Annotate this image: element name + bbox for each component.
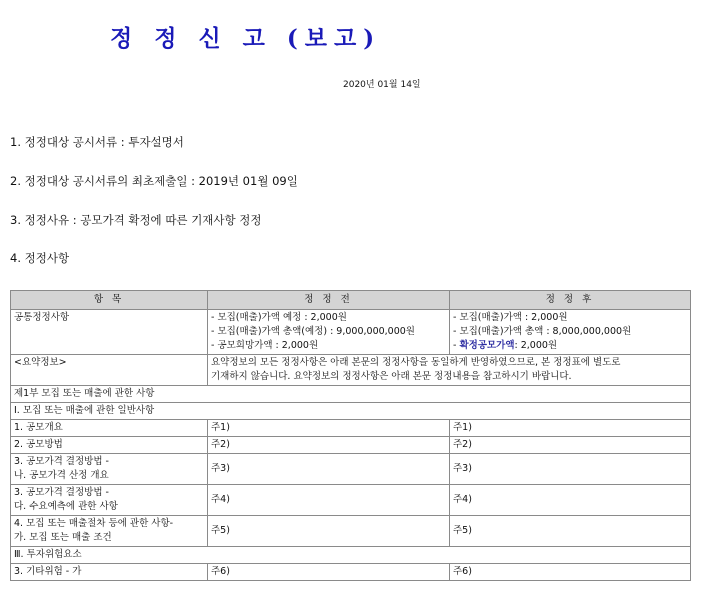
item-target-document: 1. 정정대상 공시서류 : 투자설명서 — [10, 135, 184, 149]
table-row — [11, 485, 691, 516]
row-label-line: 3. 공모가격 결정방법 - — [14, 487, 109, 498]
item-correction-reason: 3. 정정사유 : 공모가격 확정에 따른 기재사항 정정 — [10, 213, 262, 227]
common-before-line: - 모집(매출)가액 총액(예정) : 9,000,000,000원 — [211, 326, 415, 337]
header-before: 정 정 전 — [208, 291, 450, 310]
page-title: 정 정 신 고 (보고) — [110, 25, 382, 52]
row-after: 주6) — [450, 564, 691, 581]
common-before-line: - 공모희망가액 : 2,000원 — [211, 340, 319, 351]
table-row-summary — [11, 355, 691, 386]
table-row-section3 — [11, 547, 691, 564]
report-date: 2020년 01월 14일 — [343, 80, 421, 90]
common-after-line: - 모집(매출)가액 : 2,000원 — [453, 312, 568, 323]
row-before: 주4) — [208, 485, 450, 516]
table-row — [11, 564, 691, 581]
summary-text-line: 요약정보의 모든 정정사항은 아래 본문의 정정사항을 동일하게 반영하였으므로, 본 정정표에 별도로 — [211, 357, 621, 368]
row-label-line: 다. 수요예측에 관한 사항 — [14, 501, 118, 512]
row-label-line: 가. 모집 또는 매출 조건 — [14, 532, 112, 543]
common-after-line — [453, 339, 687, 353]
common-after-line: - 모집(매출)가액 총액 : 8,000,000,000원 — [453, 326, 632, 337]
row-label — [11, 454, 208, 485]
common-label: 공통정정사항 — [11, 310, 208, 355]
row-after: 주4) — [450, 485, 691, 516]
row-label: 3. 기타위험 - 가 — [11, 564, 208, 581]
common-before-line: - 모집(매출)가액 예정 : 2,000원 — [211, 312, 347, 323]
row-label-line: 3. 공모가격 결정방법 - — [14, 456, 109, 467]
section1-heading: Ⅰ. 모집 또는 매출에 관한 일반사항 — [11, 403, 691, 420]
row-before: 주2) — [208, 437, 450, 454]
item-first-submission-date: 2. 정정대상 공시서류의 최초제출일 : 2019년 01월 09일 — [10, 174, 298, 188]
table-row — [11, 516, 691, 547]
table-row-common — [11, 310, 691, 355]
row-before: 주6) — [208, 564, 450, 581]
row-label-line: 4. 모집 또는 매출절차 등에 관한 사항- — [14, 518, 174, 529]
summary-label: <요약정보> — [11, 355, 208, 386]
common-after-prefix: - — [453, 340, 460, 351]
section3-heading: Ⅲ. 투자위험요소 — [11, 547, 691, 564]
table-row — [11, 454, 691, 485]
row-label — [11, 485, 208, 516]
table-row — [11, 437, 691, 454]
row-before: 주3) — [208, 454, 450, 485]
row-label — [11, 516, 208, 547]
common-after — [450, 310, 691, 355]
summary-text-line: 기재하지 않습니다. 요약정보의 정정사항은 아래 본문 정정내용을 참고하시기 바랍니다. — [211, 371, 572, 382]
table-row — [11, 420, 691, 437]
row-after: 주1) — [450, 420, 691, 437]
row-label: 2. 공모방법 — [11, 437, 208, 454]
common-before — [208, 310, 450, 355]
table-header-row — [11, 291, 691, 310]
row-label: 1. 공모개요 — [11, 420, 208, 437]
table-row-part1 — [11, 386, 691, 403]
correction-table — [10, 290, 691, 581]
summary-text — [208, 355, 691, 386]
row-label-line: 나. 공모가격 산정 개요 — [14, 470, 109, 481]
item-correction-details: 4. 정정사항 — [10, 251, 70, 265]
header-after: 정 정 후 — [450, 291, 691, 310]
confirmed-price-label: 확정공모가액 — [459, 340, 515, 351]
row-before: 주5) — [208, 516, 450, 547]
common-after-suffix: : 2,000원 — [514, 340, 558, 351]
header-item: 항 목 — [11, 291, 208, 310]
row-after: 주3) — [450, 454, 691, 485]
row-before: 주1) — [208, 420, 450, 437]
row-after: 주5) — [450, 516, 691, 547]
part1-heading: 제1부 모집 또는 매출에 관한 사항 — [11, 386, 691, 403]
table-row-section1 — [11, 403, 691, 420]
row-after: 주2) — [450, 437, 691, 454]
